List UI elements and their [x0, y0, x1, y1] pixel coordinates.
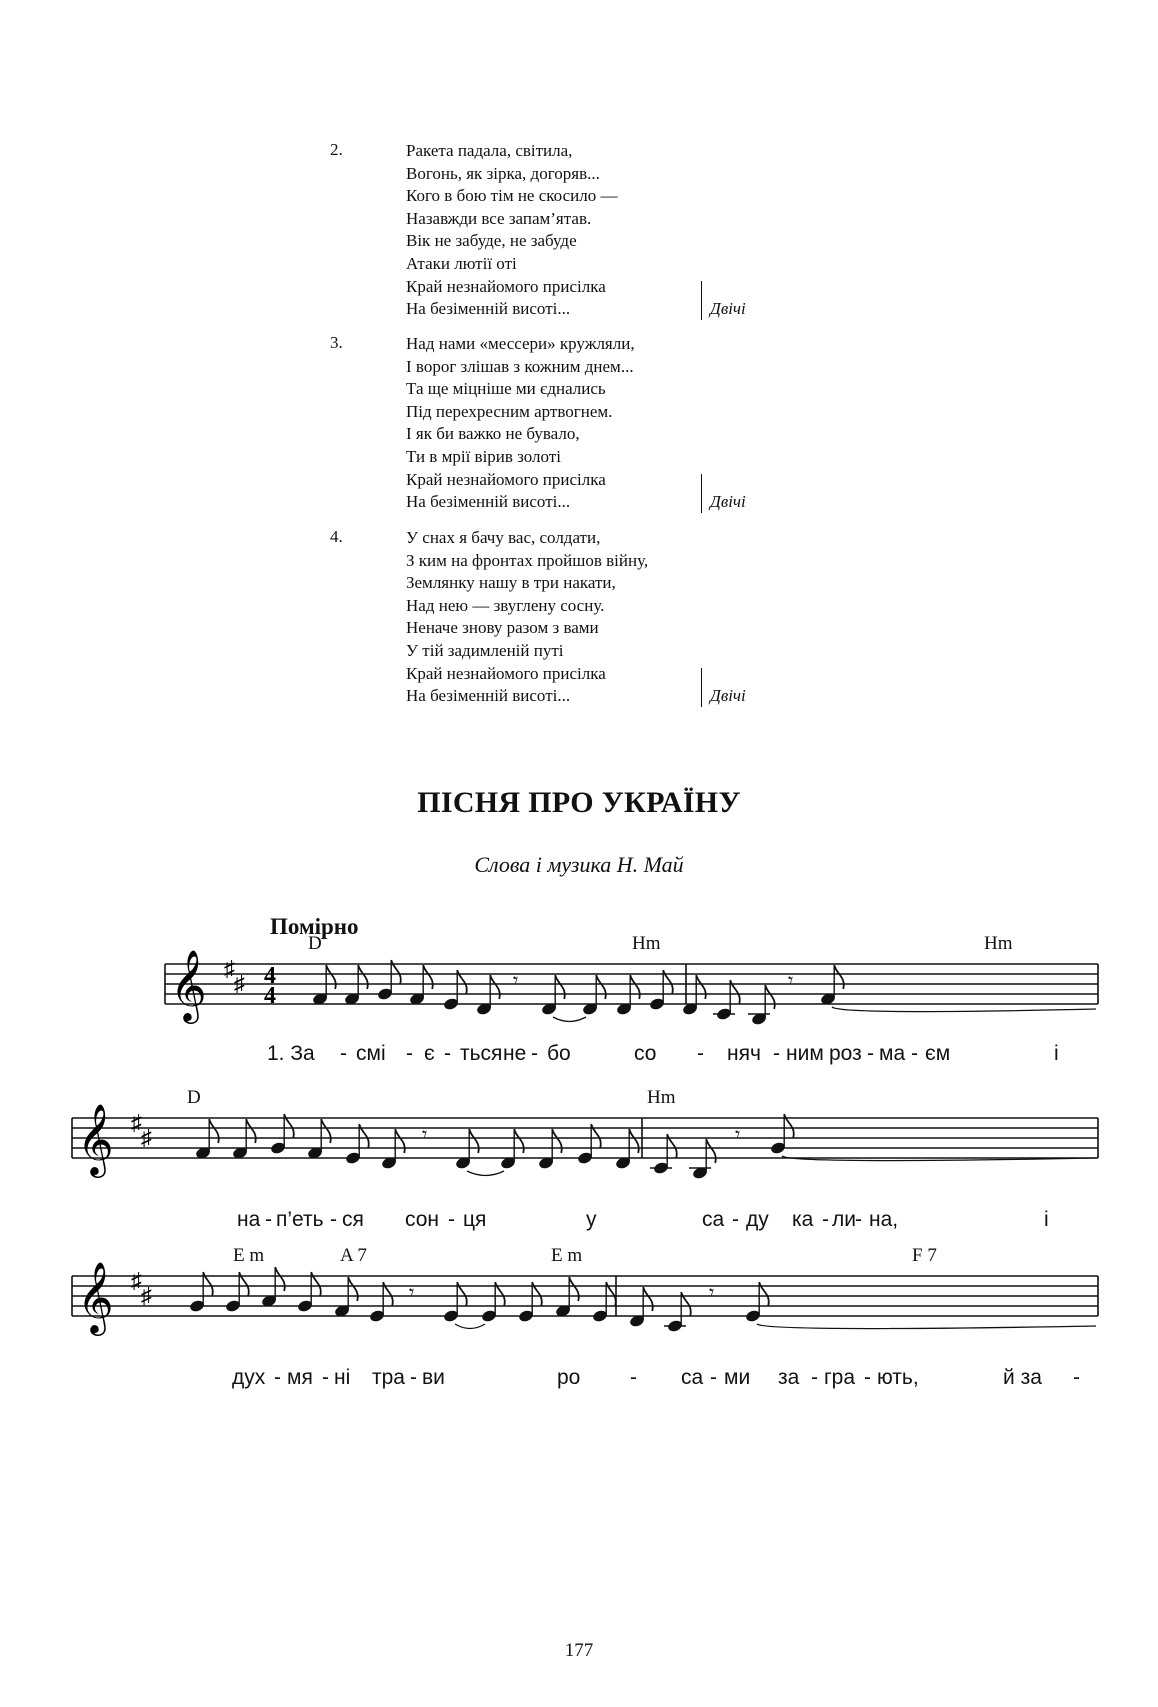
note-flag	[490, 975, 500, 999]
verse-line: І ворог злішав з кожним днем...	[406, 356, 634, 376]
tie	[467, 1171, 504, 1176]
chord-symbol: A 7	[340, 1245, 367, 1266]
lyric-syllable: ють,	[877, 1366, 919, 1389]
eighth-rest-icon: 𝄾	[709, 1282, 715, 1304]
treble-clef-icon: 𝄞	[170, 948, 207, 1021]
staff-system-1	[0, 930, 1158, 1070]
verse-line: Вогонь, як зірка, догоряв...	[406, 163, 600, 183]
note-flag	[555, 975, 565, 999]
tempo-marking: Помірно	[270, 914, 359, 939]
lyric-syllable: бо	[547, 1042, 571, 1065]
sharp-icon: ♯	[224, 956, 235, 981]
lyric-hyphen: -	[410, 1366, 417, 1389]
lyric-syllable: мя	[287, 1366, 313, 1389]
chord-symbol: Hm	[984, 933, 1013, 954]
verse-line: Землянку нашу в три накати,	[406, 573, 616, 593]
note-flag	[275, 1267, 285, 1291]
verse-line: Вік не забуде, не забуде	[406, 231, 577, 251]
lyric-syllable: ро	[557, 1366, 581, 1389]
lyric-hyphen: -	[531, 1042, 538, 1065]
chord-symbol: D	[308, 933, 322, 954]
lyric-syllable: ду	[746, 1208, 769, 1231]
note-flag	[469, 1129, 479, 1153]
lyric-syllable: ка	[792, 1208, 814, 1231]
lyric-hyphen: -	[322, 1366, 329, 1389]
lyric-hyphen: -	[911, 1042, 918, 1065]
eighth-rest-icon: 𝄾	[735, 1124, 741, 1146]
chord-symbol: E m	[233, 1245, 265, 1266]
lyric-syllable: ли	[832, 1208, 856, 1231]
lyric-syllable: роз	[829, 1042, 862, 1065]
verse-line: Ракета падала, світила,	[406, 141, 573, 160]
note-flag	[696, 975, 706, 999]
lyric-hyphen: -	[864, 1366, 871, 1389]
lyric-syllable: єм	[925, 1042, 951, 1065]
lyric-syllable: у	[586, 1208, 597, 1231]
repeat-label: Двічі	[710, 492, 746, 511]
lyric-syllable: ться	[460, 1042, 503, 1065]
note-flag	[358, 965, 368, 989]
verse-line: На безіменній висоті...	[406, 299, 571, 319]
lyric-syllable: ви	[422, 1366, 445, 1389]
lyric-syllable: і	[1054, 1042, 1059, 1065]
staff-1	[0, 930, 1158, 1070]
lyric-syllable: п’еть	[276, 1208, 324, 1231]
lyric-hyphen: -	[697, 1042, 704, 1065]
note-flag	[209, 1119, 219, 1143]
lyric-hyphen: -	[773, 1042, 780, 1065]
verse-number: 4.	[330, 527, 343, 546]
lyric-syllable: са	[681, 1366, 704, 1389]
lyric-syllable: 1. За	[267, 1042, 315, 1065]
lyric-syllable: й за	[1003, 1366, 1042, 1389]
tie	[455, 1324, 485, 1329]
lyric-hyphen: -	[855, 1208, 862, 1231]
verse-line: Ти в мрії вірив золоті	[406, 446, 561, 466]
lyric-syllable: сон	[405, 1208, 440, 1231]
sharp-icon: ♯	[234, 971, 245, 996]
time-signature-top: 4	[264, 963, 276, 989]
note-flag	[326, 965, 336, 989]
chord-symbol: Hm	[647, 1087, 676, 1108]
lyric-syllable: смі	[356, 1042, 386, 1065]
note-flag	[834, 965, 844, 989]
song-subtitle: Слова і музика Н. Май	[474, 852, 684, 877]
lyric-hyphen: -	[1073, 1366, 1080, 1389]
lyric-syllable: є	[424, 1042, 435, 1065]
treble-clef-icon: 𝄞	[77, 1102, 114, 1175]
song-title: ПІСНЯ ПРО УКРАЇНУ	[417, 786, 741, 819]
eighth-rest-icon: 𝄾	[409, 1282, 415, 1304]
verse-line: З ким на фронтах пройшов війну,	[406, 550, 649, 570]
lyric-syllable: тра	[372, 1366, 405, 1389]
lyric-hyphen: -	[811, 1366, 818, 1389]
staff-system-2	[0, 1084, 1158, 1231]
chord-symbol: F 7	[912, 1245, 937, 1266]
note-flag	[643, 1287, 653, 1311]
lyric-syllable: гра	[824, 1366, 856, 1389]
repeat-bracket	[701, 281, 702, 320]
lyric-syllable: со	[634, 1042, 657, 1065]
repeat-label: Двічі	[710, 299, 746, 318]
chord-symbol: E m	[551, 1245, 583, 1266]
lyric-hyphen: -	[867, 1042, 874, 1065]
note-flag	[552, 1129, 562, 1153]
lyric-hyphen: -	[330, 1208, 337, 1231]
note-flag	[596, 975, 606, 999]
lyric-syllable: на	[237, 1208, 261, 1231]
staff-3	[0, 1242, 1158, 1382]
verse-line: Під перехресним артвогнем.	[406, 401, 613, 421]
verse-line: У тій задимленій путі	[406, 640, 564, 660]
lyric-hyphen: -	[265, 1208, 272, 1231]
lyric-hyphen: -	[444, 1042, 451, 1065]
chord-symbol: Hm	[632, 933, 661, 954]
verse-line: Кого в бою тім не скосило —	[406, 186, 618, 206]
verse-number: 3.	[330, 333, 343, 352]
verse-line: Край незнайомого присілка	[406, 469, 606, 489]
sharp-icon: ♯	[131, 1110, 142, 1135]
verse-line: На безіменній висоті...	[406, 492, 571, 512]
staff-2	[0, 1084, 1158, 1224]
verse-line: У снах я бачу вас, солдати,	[406, 528, 601, 547]
lyric-syllable: няч	[727, 1042, 761, 1065]
note-flag	[246, 1119, 256, 1143]
time-signature-bottom: 4	[264, 983, 276, 1009]
lyric-hyphen: -	[274, 1366, 281, 1389]
eighth-rest-icon: 𝄾	[788, 970, 794, 992]
verse-line: Атаки лютії оті	[406, 253, 517, 273]
chord-symbol: D	[187, 1087, 201, 1108]
lyric-syllable: ця	[463, 1208, 487, 1231]
tie	[553, 1017, 586, 1022]
lyric-syllable: ним	[786, 1042, 824, 1065]
verse-line: Край незнайомого присілка	[406, 663, 606, 683]
note-flag	[395, 1129, 405, 1153]
verse-line: Назавжди все запам’ятав.	[406, 208, 592, 228]
note-flag	[629, 1129, 639, 1153]
lyric-hyphen: -	[822, 1208, 829, 1231]
sharp-icon: ♯	[131, 1268, 142, 1293]
lyric-hyphen: -	[710, 1366, 717, 1389]
staff-system-3	[0, 1242, 1158, 1389]
verse-line: І як би важко не бувало,	[406, 424, 580, 444]
note-flag	[423, 965, 433, 989]
lyric-syllable: і	[1044, 1208, 1049, 1231]
lyric-syllable: дух	[232, 1366, 266, 1389]
treble-clef-icon: 𝄞	[77, 1260, 114, 1333]
verse-line: Над нею — звуглену сосну.	[406, 595, 605, 615]
note-flag	[765, 985, 775, 1009]
lyric-syllable: са	[702, 1208, 725, 1231]
note-flag	[514, 1129, 524, 1153]
note-flag	[348, 1277, 358, 1301]
lyric-syllable: ся	[342, 1208, 364, 1231]
lyric-syllable: ма	[879, 1042, 906, 1065]
tie	[757, 1324, 1096, 1329]
lyric-syllable: за	[778, 1366, 800, 1389]
verse-line: Край незнайомого присілка	[406, 276, 606, 296]
sharp-icon: ♯	[141, 1283, 152, 1308]
lyric-hyphen: -	[340, 1042, 347, 1065]
sharp-icon: ♯	[141, 1125, 152, 1150]
lyric-syllable: ні	[334, 1366, 351, 1389]
repeat-bracket	[701, 474, 702, 513]
repeat-bracket	[701, 668, 702, 707]
repeat-label: Двічі	[710, 686, 746, 705]
eighth-rest-icon: 𝄾	[422, 1124, 428, 1146]
eighth-rest-icon: 𝄾	[513, 970, 519, 992]
lyric-hyphen: -	[406, 1042, 413, 1065]
note-flag	[569, 1277, 579, 1301]
verse-line: На безіменній висоті...	[406, 686, 571, 706]
lyric-hyphen: -	[732, 1208, 739, 1231]
verse-line: Над нами «мессери» кружляли,	[406, 334, 635, 353]
verse-line: Та ще міцніше ми єднались	[406, 379, 606, 399]
lyric-syllable: ми	[724, 1366, 751, 1389]
lyric-syllable: на,	[869, 1208, 899, 1231]
lyric-hyphen: -	[448, 1208, 455, 1231]
note-flag	[706, 1139, 716, 1163]
lyric-hyphen: -	[630, 1366, 637, 1389]
verse-number: 2.	[330, 140, 343, 159]
page-number: 177	[564, 1640, 594, 1661]
verse-line: Неначе знову разом з вами	[406, 618, 599, 638]
lyric-syllable: не	[503, 1042, 527, 1065]
tie	[832, 1007, 1096, 1012]
note-flag	[630, 975, 640, 999]
note-flag	[321, 1119, 331, 1143]
